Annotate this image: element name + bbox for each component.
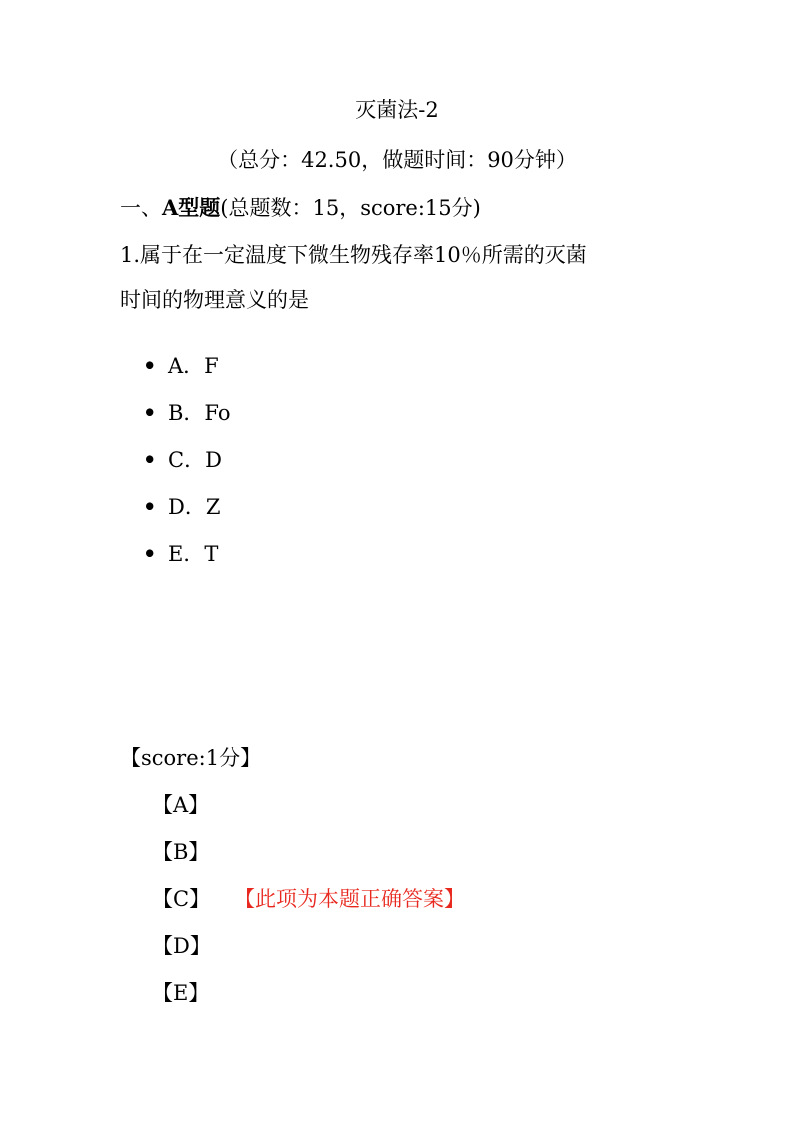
section-heading [120, 197, 481, 219]
option-d[interactable] [143, 496, 220, 518]
bullet-icon: • [143, 447, 157, 472]
option-b[interactable] [143, 402, 231, 424]
answer-row-e: 【E】 [152, 981, 210, 1005]
answer-row-c: 【C】 [152, 887, 211, 911]
option-label: D．Z [168, 495, 221, 519]
option-label: C．D [168, 448, 222, 472]
option-e[interactable] [143, 543, 218, 565]
option-label: B．Fo [168, 401, 231, 425]
document-subtitle: （总分：42.50，做题时间：90分钟） [217, 148, 577, 172]
section-prefix: 一、 [120, 196, 162, 220]
answer-row-b: 【B】 [152, 840, 210, 864]
document-title: 灭菌法-2 [355, 98, 439, 122]
bullet-icon: • [143, 400, 157, 425]
section-name: A型题 [162, 195, 221, 220]
option-c[interactable] [143, 449, 222, 471]
question-text-line-1: 1.属于在一定温度下微生物残存率10％所需的灭菌 [120, 243, 587, 267]
option-label: A．F [168, 354, 219, 378]
bullet-icon: • [143, 494, 157, 519]
answer-row-a: 【A】 [152, 793, 210, 817]
section-summary: (总题数：15，score:15分) [220, 196, 481, 220]
bullet-icon: • [143, 353, 157, 378]
option-label: E．T [168, 542, 219, 566]
answer-row-d: 【D】 [152, 934, 211, 958]
answer-score: 【score:1分】 [120, 746, 262, 770]
correct-answer-note: 【此项为本题正确答案】 [234, 887, 465, 911]
option-a[interactable] [143, 355, 219, 377]
bullet-icon: • [143, 541, 157, 566]
question-text-line-2: 时间的物理意义的是 [120, 288, 309, 312]
